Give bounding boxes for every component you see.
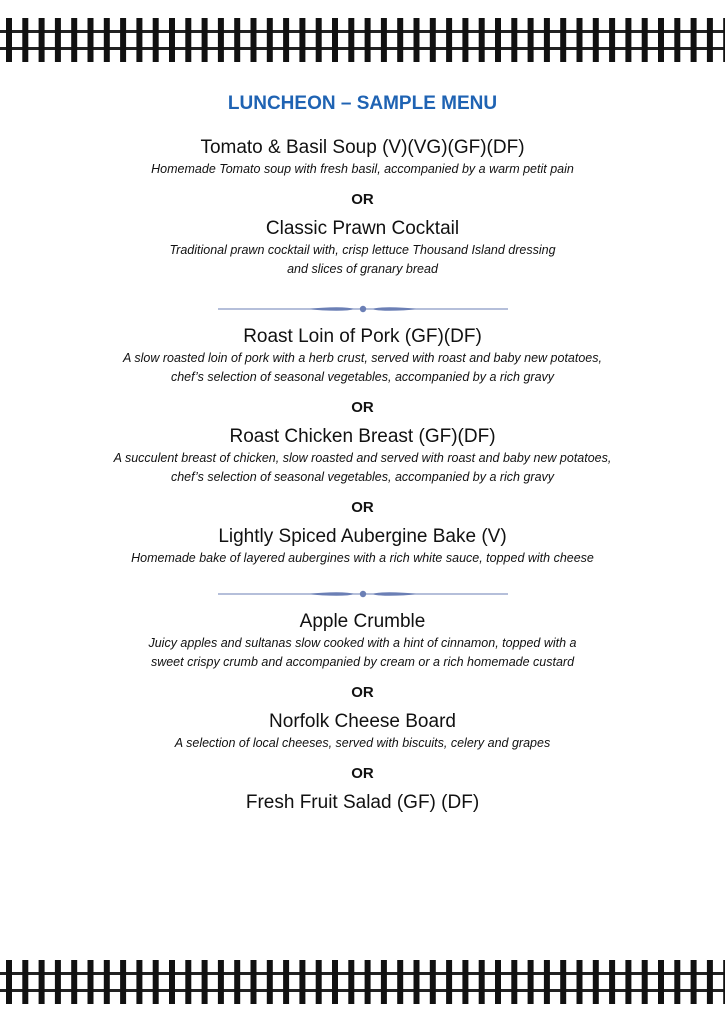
dish-description: Traditional prawn cocktail with, crisp lettuce Thousand Island dressing — [169, 243, 556, 257]
railway-track-icon — [0, 16, 725, 64]
dish-name: Fresh Fruit Salad (GF) (DF) — [245, 792, 480, 813]
dish-name: Roast Loin of Pork (GF)(DF) — [243, 326, 482, 347]
or-separator: OR — [351, 765, 374, 782]
dish-description: Homemade Tomato soup with fresh basil, accompanied by a warm petit pain — [151, 162, 574, 176]
menu-item — [0, 425, 725, 487]
dish-description: chef’s selection of seasonal vegetables, accompanied by a rich gravy — [170, 370, 555, 384]
menu-item — [0, 610, 725, 672]
menu-item — [0, 791, 725, 815]
dish-description: A selection of local cheeses, served with biscuits, celery and grapes — [174, 736, 551, 750]
railway-track-icon — [0, 958, 725, 1006]
dish-description: A succulent breast of chicken, slow roasted and served with roast and baby new potatoes, — [113, 451, 612, 465]
dish-description: Homemade bake of layered aubergines with a rich white sauce, topped with cheese — [131, 551, 594, 565]
dish-name: Apple Crumble — [299, 611, 426, 632]
dish-description: and slices of granary bread — [287, 262, 438, 276]
dish-name: Norfolk Cheese Board — [269, 711, 456, 732]
dish-description: A slow roasted loin of pork with a herb crust, served with roast and baby new potatoes, — [123, 351, 602, 365]
dish-name: Tomato & Basil Soup (V)(VG)(GF)(DF) — [200, 137, 525, 158]
menu-content — [0, 88, 725, 815]
ornamental-divider-icon — [218, 586, 508, 602]
menu-item — [0, 525, 725, 568]
dish-name: Roast Chicken Breast (GF)(DF) — [229, 426, 496, 447]
mains-section — [0, 325, 725, 568]
ornamental-divider-icon — [218, 301, 508, 317]
or-separator: OR — [351, 191, 374, 208]
railway-track-border-top — [0, 16, 725, 64]
dish-name: Lightly Spiced Aubergine Bake (V) — [218, 526, 507, 547]
menu-item — [0, 136, 725, 179]
or-separator: OR — [351, 399, 374, 416]
menu-item — [0, 710, 725, 753]
railway-track-border-bottom — [0, 958, 725, 1006]
dish-description: Juicy apples and sultanas slow cooked with a hint of cinnamon, topped with a — [148, 636, 577, 650]
menu-title: LUNCHEON – SAMPLE MENU — [227, 93, 498, 114]
or-separator: OR — [351, 684, 374, 701]
menu-item — [0, 325, 725, 387]
starters-section — [0, 136, 725, 279]
dish-name: Classic Prawn Cocktail — [265, 218, 460, 239]
dish-description: sweet crispy crumb and accompanied by cream or a rich homemade custard — [150, 655, 575, 669]
desserts-section — [0, 610, 725, 815]
dish-description: chef’s selection of seasonal vegetables, accompanied by a rich gravy — [170, 470, 555, 484]
menu-item — [0, 217, 725, 279]
or-separator: OR — [351, 499, 374, 516]
